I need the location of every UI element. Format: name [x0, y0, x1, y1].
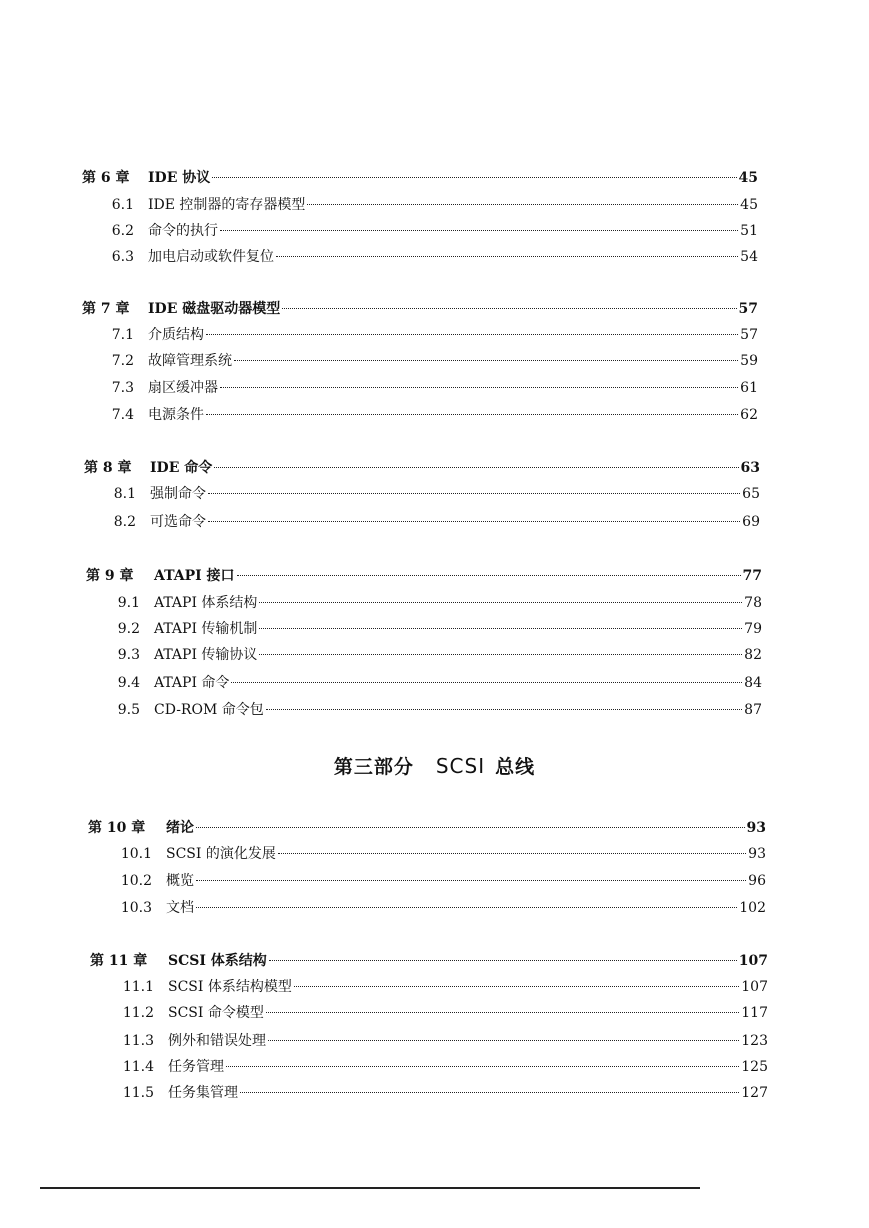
toc-entry-title: 可选命令 — [150, 514, 206, 530]
dot-leader — [278, 853, 746, 854]
dot-leader — [237, 575, 741, 576]
toc-chapter-row — [82, 298, 758, 320]
toc-entry-title: 强制命令 — [150, 486, 206, 502]
toc-entry-page: 59 — [740, 353, 758, 369]
toc-section-row — [82, 350, 758, 372]
part-heading-suffix: 总线 — [495, 756, 536, 778]
toc-entry-title: 概览 — [166, 873, 194, 889]
dot-leader — [196, 907, 737, 908]
toc-entry-number: 6.2 — [111, 223, 134, 239]
toc-entry-page: 63 — [740, 460, 760, 476]
toc-entry-page: 96 — [748, 873, 766, 889]
toc-section-row — [90, 1056, 768, 1078]
dot-leader — [294, 986, 739, 987]
toc-entry-page: 82 — [744, 647, 762, 663]
toc-section-row — [82, 377, 758, 399]
toc-section-row — [90, 1030, 768, 1052]
toc-entry-title: IDE 磁盘驱动器模型 — [148, 301, 281, 317]
toc-entry-title: 例外和错误处理 — [168, 1033, 266, 1049]
toc-entry-page: 93 — [748, 846, 766, 862]
toc-entry-page: 107 — [741, 979, 768, 995]
toc-entry-page: 51 — [740, 223, 758, 239]
toc-entry-number: 11.5 — [122, 1085, 154, 1101]
dot-leader — [214, 467, 738, 468]
toc-entry-page: 84 — [744, 675, 762, 691]
toc-entry-title: IDE 协议 — [148, 170, 211, 186]
toc-entry-number: 第 10 章 — [88, 820, 146, 836]
toc-entry-number: 11.4 — [122, 1059, 154, 1075]
toc-entry-title: ATAPI 接口 — [154, 568, 235, 584]
toc-entry-number: 9.3 — [117, 647, 140, 663]
toc-entry-page: 87 — [744, 702, 762, 718]
toc-entry-number: 6.3 — [111, 249, 134, 265]
dot-leader — [259, 628, 742, 629]
toc-section-row — [86, 672, 762, 694]
toc-entry-page: 77 — [742, 568, 762, 584]
toc-entry-title: CD-ROM 命令包 — [154, 702, 264, 718]
toc-entry-page: 62 — [740, 407, 758, 423]
toc-section-row — [86, 592, 762, 614]
dot-leader — [196, 880, 746, 881]
toc-entry-number: 11.3 — [122, 1033, 154, 1049]
toc-entry-page: 107 — [738, 953, 768, 969]
toc-section-row — [90, 976, 768, 998]
toc-chapter-row — [82, 167, 758, 189]
toc-section-row — [84, 483, 760, 505]
toc-entry-number: 7.1 — [111, 327, 134, 343]
toc-entry-title: 扇区缓冲器 — [148, 380, 218, 396]
toc-section-row — [82, 194, 758, 216]
toc-entry-number: 第 9 章 — [86, 568, 134, 584]
dot-leader — [240, 1092, 739, 1093]
toc-chapter-row — [84, 457, 760, 479]
footer-rule — [40, 1187, 700, 1189]
toc-entry-title: SCSI 命令模型 — [168, 1005, 264, 1021]
dot-leader — [196, 827, 745, 828]
toc-chapter-row — [86, 565, 762, 587]
dot-leader — [231, 682, 742, 683]
toc-entry-number: 第 7 章 — [82, 301, 130, 317]
toc-entry-number: 11.1 — [122, 979, 154, 995]
part-heading-latin: SCSI — [435, 754, 486, 778]
toc-section-row — [86, 699, 762, 721]
dot-leader — [208, 493, 740, 494]
toc-section-row — [86, 644, 762, 666]
dot-leader — [276, 256, 738, 257]
part-heading-prefix: 第三部分 — [333, 756, 414, 778]
toc-entry-number: 9.1 — [117, 595, 140, 611]
toc-entry-title: 任务集管理 — [168, 1085, 238, 1101]
toc-entry-title: ATAPI 命令 — [154, 675, 230, 691]
toc-entry-title: 绪论 — [166, 820, 194, 836]
toc-entry-number: 7.4 — [111, 407, 134, 423]
toc-entry-title: ATAPI 传输协议 — [154, 647, 258, 663]
toc-entry-number: 第 11 章 — [90, 953, 148, 969]
dot-leader — [268, 1040, 739, 1041]
dot-leader — [234, 360, 738, 361]
toc-section-row — [82, 404, 758, 426]
toc-section-row — [88, 843, 766, 865]
toc-chapter-row — [90, 950, 768, 972]
toc-entry-title: 故障管理系统 — [148, 353, 232, 369]
toc-entry-title: 电源条件 — [148, 407, 204, 423]
toc-entry-number: 11.2 — [122, 1005, 154, 1021]
toc-entry-number: 9.2 — [117, 621, 140, 637]
toc-entry-title: 介质结构 — [148, 327, 204, 343]
dot-leader — [226, 1066, 739, 1067]
dot-leader — [220, 230, 738, 231]
toc-entry-number: 10.2 — [120, 873, 152, 889]
toc-entry-page: 78 — [744, 595, 762, 611]
toc-entry-page: 127 — [741, 1085, 768, 1101]
toc-entry-title: 文档 — [166, 900, 194, 916]
dot-leader — [206, 334, 738, 335]
toc-section-row — [90, 1002, 768, 1024]
toc-entry-number: 第 6 章 — [82, 170, 130, 186]
toc-entry-page: 65 — [742, 486, 760, 502]
toc-entry-page: 125 — [741, 1059, 768, 1075]
toc-section-row — [88, 897, 766, 919]
toc-entry-number: 7.3 — [111, 380, 134, 396]
toc-section-row — [82, 246, 758, 268]
dot-leader — [212, 177, 736, 178]
dot-leader — [307, 204, 738, 205]
toc-entry-number: 第 8 章 — [84, 460, 132, 476]
toc-section-row — [88, 870, 766, 892]
dot-leader — [266, 709, 742, 710]
toc-entry-number: 7.2 — [111, 353, 134, 369]
toc-entry-page: 61 — [740, 380, 758, 396]
toc-entry-number: 8.1 — [113, 486, 136, 502]
toc-entry-number: 8.2 — [113, 514, 136, 530]
toc-entry-title: SCSI 体系结构模型 — [168, 979, 292, 995]
dot-leader — [269, 960, 737, 961]
toc-entry-page: 69 — [742, 514, 760, 530]
toc-entry-title: ATAPI 体系结构 — [154, 595, 258, 611]
dot-leader — [208, 521, 740, 522]
toc-section-row — [82, 324, 758, 346]
toc-entry-title: IDE 控制器的寄存器模型 — [148, 197, 306, 213]
toc-entry-number: 10.3 — [120, 900, 152, 916]
toc-entry-page: 117 — [741, 1005, 768, 1021]
dot-leader — [282, 308, 736, 309]
dot-leader — [266, 1012, 739, 1013]
toc-chapter-row — [88, 817, 766, 839]
toc-entry-page: 57 — [738, 301, 758, 317]
toc-entry-page: 54 — [740, 249, 758, 265]
toc-entry-page: 102 — [739, 900, 766, 916]
toc-entry-page: 57 — [740, 327, 758, 343]
toc-entry-title: SCSI 体系结构 — [168, 953, 267, 969]
toc-entry-number: 9.4 — [117, 675, 140, 691]
dot-leader — [259, 654, 742, 655]
dot-leader — [206, 414, 738, 415]
toc-section-row — [90, 1082, 768, 1104]
toc-section-row — [84, 511, 760, 533]
part-heading — [0, 752, 869, 779]
toc-entry-page: 45 — [740, 197, 758, 213]
toc-entry-page: 123 — [741, 1033, 768, 1049]
toc-entry-number: 6.1 — [111, 197, 134, 213]
toc-entry-title: 命令的执行 — [148, 223, 218, 239]
toc-entry-title: ATAPI 传输机制 — [154, 621, 258, 637]
toc-entry-page: 79 — [744, 621, 762, 637]
toc-section-row — [82, 220, 758, 242]
toc-entry-number: 10.1 — [120, 846, 152, 862]
dot-leader — [220, 387, 738, 388]
dot-leader — [259, 602, 742, 603]
toc-entry-title: 加电启动或软件复位 — [148, 249, 274, 265]
toc-entry-page: 45 — [738, 170, 758, 186]
toc-entry-number: 9.5 — [117, 702, 140, 718]
toc-entry-title: SCSI 的演化发展 — [166, 846, 276, 862]
toc-entry-title: 任务管理 — [168, 1059, 224, 1075]
toc-entry-page: 93 — [746, 820, 766, 836]
toc-section-row — [86, 618, 762, 640]
toc-entry-title: IDE 命令 — [150, 460, 213, 476]
